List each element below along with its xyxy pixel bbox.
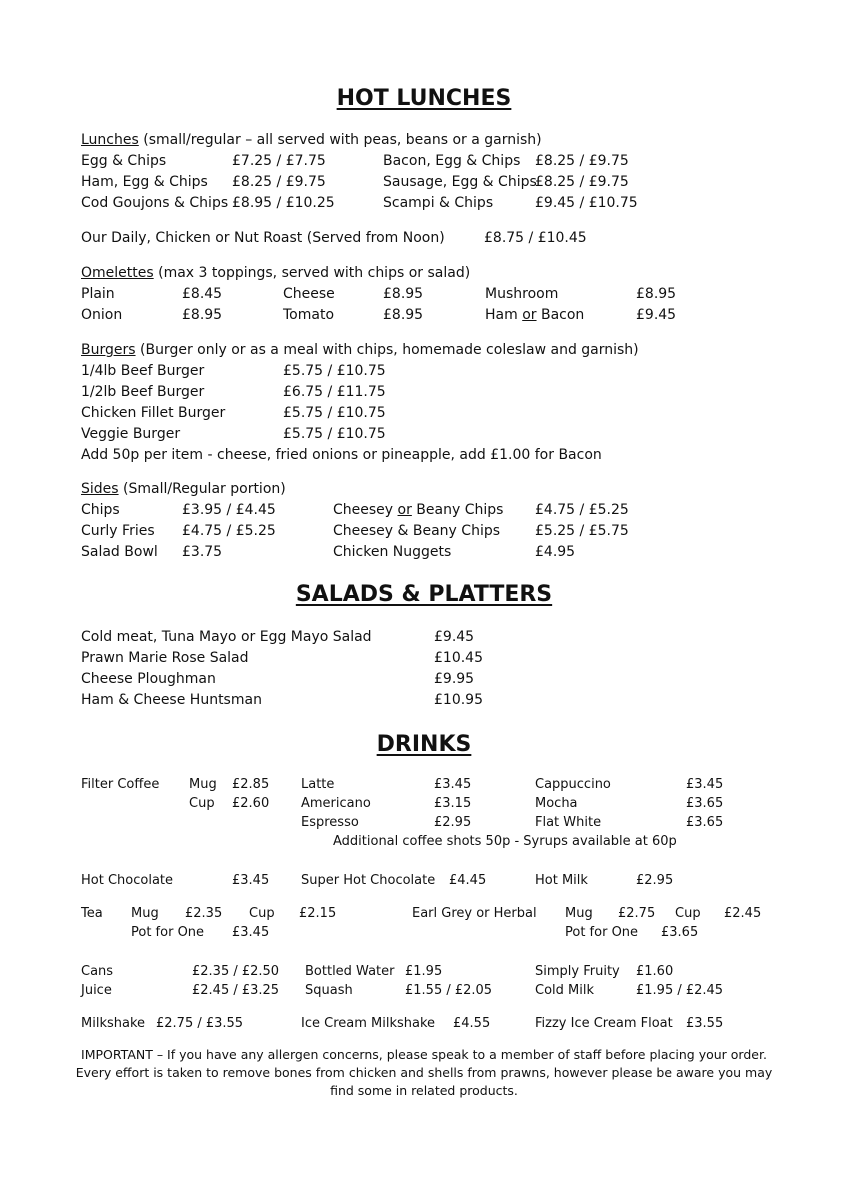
drink-price: £3.45 xyxy=(686,777,724,792)
sides-subheading xyxy=(81,481,286,498)
sides-note: (Small/Regular portion) xyxy=(118,481,286,497)
omelettes-label: Omelettes xyxy=(81,265,154,281)
menu-item-name: Egg & Chips xyxy=(81,153,167,169)
menu-item-name: Ham, Egg & Chips xyxy=(81,174,208,190)
menu-item-price: £8.95 xyxy=(383,307,424,323)
menu-item-price: £8.25 / £9.75 xyxy=(232,174,326,190)
menu-item-price: £8.25 / £9.75 xyxy=(535,174,629,190)
drink-name: Fizzy Ice Cream Float xyxy=(535,1016,673,1031)
drink-price: £3.65 xyxy=(686,815,724,830)
tea-mug-price: £2.35 xyxy=(185,906,223,921)
menu-item-name: Ham & Cheese Huntsman xyxy=(81,692,262,708)
menu-item-name: Chicken Nuggets xyxy=(333,544,452,560)
menu-item-name: Scampi & Chips xyxy=(383,195,494,211)
lunches-note: (small/regular – all served with peas, beans or a garnish) xyxy=(138,132,542,148)
roast-name: Our Daily, Chicken or Nut Roast (Served from Noon) xyxy=(81,230,445,246)
menu-item-name: Onion xyxy=(81,307,123,323)
herbal-name: Earl Grey or Herbal xyxy=(412,906,537,921)
menu-item-price: £9.45 / £10.75 xyxy=(535,195,638,211)
drink-name: Ice Cream Milkshake xyxy=(301,1016,436,1031)
drink-price: £3.15 xyxy=(434,796,472,811)
menu-item-price: £6.75 / £11.75 xyxy=(283,384,386,400)
menu-item-price: £4.75 / £5.25 xyxy=(535,502,629,518)
drink-price: £1.95 xyxy=(405,964,443,979)
drink-price: £3.45 xyxy=(434,777,472,792)
drink-price: £2.35 / £2.50 xyxy=(192,964,280,979)
drink-price: £2.75 / £3.55 xyxy=(156,1016,244,1031)
menu-item-price: £5.75 / £10.75 xyxy=(283,363,386,379)
menu-item-price: £8.95 xyxy=(182,307,223,323)
drink-price: £4.55 xyxy=(453,1016,491,1031)
drink-price: £3.45 xyxy=(232,873,270,888)
menu-item-price: £9.45 xyxy=(434,629,475,645)
drink-price: £1.60 xyxy=(636,964,674,979)
drink-name: Cappuccino xyxy=(535,777,611,792)
menu-item-name: Cheese Ploughman xyxy=(81,671,216,687)
allergen-notice-line: Every effort is taken to remove bones from chicken and shells from prawns, however please be aware you may xyxy=(75,1065,773,1080)
drink-name: Squash xyxy=(305,983,353,998)
menu-item-name: Tomato xyxy=(283,307,335,323)
drink-name: Super Hot Chocolate xyxy=(301,873,436,888)
menu-item-price: £8.95 xyxy=(636,286,677,302)
menu-item-name: Plain xyxy=(81,286,115,302)
drink-name: Bottled Water xyxy=(305,964,395,979)
tea-pot-label: Pot for One xyxy=(131,925,205,940)
menu-item-price: £8.25 / £9.75 xyxy=(535,153,629,169)
menu-item-name: Ham or Bacon xyxy=(485,307,585,323)
herbal-mug-label: Mug xyxy=(565,906,593,921)
menu-item-price: £8.95 / £10.25 xyxy=(232,195,335,211)
drink-name: Flat White xyxy=(535,815,602,830)
menu-item-name: Chicken Fillet Burger xyxy=(81,405,226,421)
menu-item-price: £9.95 xyxy=(434,671,475,687)
menu-item-name: Chips xyxy=(81,502,120,518)
drink-name: Hot Milk xyxy=(535,873,588,888)
menu-item-name: 1/4lb Beef Burger xyxy=(81,363,205,379)
tea-cup-price: £2.15 xyxy=(299,906,337,921)
menu-item-name: Salad Bowl xyxy=(81,544,158,560)
menu-item-name: Cold meat, Tuna Mayo or Egg Mayo Salad xyxy=(81,629,372,645)
menu-item-name: 1/2lb Beef Burger xyxy=(81,384,205,400)
drink-name: Cold Milk xyxy=(535,983,594,998)
burgers-note: (Burger only or as a meal with chips, homemade coleslaw and garnish) xyxy=(135,342,639,358)
menu-item-name: Mushroom xyxy=(485,286,559,302)
menu-item-price: £7.25 / £7.75 xyxy=(232,153,326,169)
menu-item-name: Cheese xyxy=(283,286,335,302)
omelettes-subheading xyxy=(81,265,470,282)
menu-item-price: £3.95 / £4.45 xyxy=(182,502,276,518)
menu-item-price: £9.45 xyxy=(636,307,677,323)
drink-name: Mocha xyxy=(535,796,578,811)
menu-item-price: £3.75 xyxy=(182,544,223,560)
menu-item-price: £10.95 xyxy=(434,692,483,708)
menu-item-name: Cod Goujons & Chips xyxy=(81,195,229,211)
roast-price: £8.75 / £10.45 xyxy=(484,230,587,246)
menu-item-price: £4.75 / £5.25 xyxy=(182,523,276,539)
drink-name: Cans xyxy=(81,964,114,979)
filter-coffee-cup-label: Cup xyxy=(189,796,215,811)
menu-item-name: Curly Fries xyxy=(81,523,155,539)
herbal-cup-label: Cup xyxy=(675,906,701,921)
hot-lunches-heading: HOT LUNCHES xyxy=(336,86,512,111)
coffee-extras-note: Additional coffee shots 50p - Syrups available at 60p xyxy=(333,834,677,849)
drinks-heading: DRINKS xyxy=(376,732,472,757)
burger-extras-note: Add 50p per item - cheese, fried onions or pineapple, add £1.00 for Bacon xyxy=(81,447,602,463)
drink-name: Americano xyxy=(301,796,371,811)
filter-coffee-name: Filter Coffee xyxy=(81,777,160,792)
drink-price: £2.95 xyxy=(434,815,472,830)
omelettes-note: (max 3 toppings, served with chips or salad) xyxy=(153,265,471,281)
allergen-notice-line: IMPORTANT – If you have any allergen concerns, please speak to a member of staff before placing your order. xyxy=(81,1047,767,1062)
filter-coffee-cup-price: £2.60 xyxy=(232,796,270,811)
menu-item-name: Sausage, Egg & Chips xyxy=(383,174,537,190)
drink-name: Milkshake xyxy=(81,1016,146,1031)
herbal-mug-price: £2.75 xyxy=(618,906,656,921)
menu-item-price: £4.95 xyxy=(535,544,576,560)
sides-label: Sides xyxy=(81,481,119,497)
menu-item-name: Cheesey & Beany Chips xyxy=(333,523,501,539)
drink-name: Juice xyxy=(81,983,112,998)
menu-item-name: Prawn Marie Rose Salad xyxy=(81,650,249,666)
drink-price: £2.95 xyxy=(636,873,674,888)
herbal-cup-price: £2.45 xyxy=(724,906,762,921)
tea-name: Tea xyxy=(81,906,103,921)
menu-item-price: £5.75 / £10.75 xyxy=(283,426,386,442)
tea-cup-label: Cup xyxy=(249,906,275,921)
drink-price: £1.95 / £2.45 xyxy=(636,983,724,998)
tea-mug-label: Mug xyxy=(131,906,159,921)
salads-heading: SALADS & PLATTERS xyxy=(295,582,553,607)
drink-price: £3.55 xyxy=(686,1016,724,1031)
menu-item-price: £5.25 / £5.75 xyxy=(535,523,629,539)
herbal-pot-label: Pot for One xyxy=(565,925,639,940)
herbal-pot-price: £3.65 xyxy=(661,925,699,940)
drink-name: Hot Chocolate xyxy=(81,873,174,888)
allergen-notice-line: find some in related products. xyxy=(330,1083,518,1098)
lunches-subheading xyxy=(81,132,542,149)
menu-item-name: Cheesey or Beany Chips xyxy=(333,502,504,518)
drink-price: £1.55 / £2.05 xyxy=(405,983,493,998)
drink-name: Latte xyxy=(301,777,335,792)
menu-item-price: £8.95 xyxy=(383,286,424,302)
menu-item-name: Bacon, Egg & Chips xyxy=(383,153,521,169)
menu-item-price: £10.45 xyxy=(434,650,483,666)
menu-item-name: Veggie Burger xyxy=(81,426,181,442)
filter-coffee-mug-label: Mug xyxy=(189,777,217,792)
lunches-label: Lunches xyxy=(81,132,139,148)
drink-price: £3.65 xyxy=(686,796,724,811)
burgers-label: Burgers xyxy=(81,342,136,358)
tea-pot-price: £3.45 xyxy=(232,925,270,940)
menu-item-price: £5.75 / £10.75 xyxy=(283,405,386,421)
drink-name: Simply Fruity xyxy=(535,964,620,979)
burgers-subheading xyxy=(81,342,639,359)
menu-item-price: £8.45 xyxy=(182,286,223,302)
drink-price: £2.45 / £3.25 xyxy=(192,983,280,998)
drink-name: Espresso xyxy=(301,815,359,830)
filter-coffee-mug-price: £2.85 xyxy=(232,777,270,792)
drink-price: £4.45 xyxy=(449,873,487,888)
